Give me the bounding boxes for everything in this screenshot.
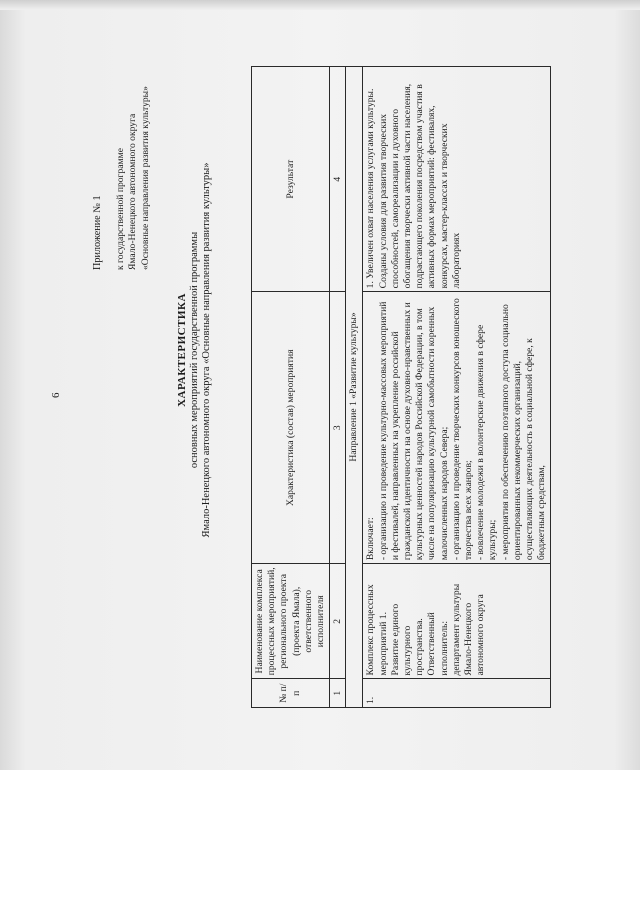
heading-line: Ямало-Ненецкого автономного округа «Основные направления развития культуры» <box>201 162 212 538</box>
column-number: 2 <box>330 564 346 679</box>
appendix-line: Ямало-Ненецкого автономного округа <box>127 113 138 270</box>
appendix-line: «Основные направления развития культуры» <box>139 86 151 270</box>
characteristic-line: - вовлечение молодежи в волонтерские движения в сфере культуры; <box>475 324 499 561</box>
direction-title: Направление 1 «Развитие культуры» <box>346 67 363 708</box>
heading-line: основных мероприятий государственной программы <box>188 231 200 469</box>
header-number: № п/п <box>252 679 330 708</box>
characteristic-line: - организацию и проведение культурно-массовых мероприятий и фестивалей, направленных на укрепление российской гражданской идентичности на основе духовно-нравственных и культурных ценностей народов Российской Федерации, в том числе на популяризацию культурной самобытности коренных малочисленных народов Севера; <box>377 301 450 561</box>
header-name: Наименование комплекса процессных мероприятий, регионального проекта (проекта Ямала), ответственного исполнителя <box>252 564 330 679</box>
row-name-line: Развитие единого культурного пространства. <box>389 603 426 676</box>
header-result: Результат <box>252 67 330 292</box>
column-number-row <box>330 67 346 708</box>
heading-title: ХАРАКТЕРИСТИКА <box>176 293 188 407</box>
appendix-block <box>92 10 152 270</box>
measures-table <box>251 66 551 708</box>
characteristic-line: - организацию и проведение творческих конкурсов юношеского творчества всех жанров; <box>450 298 475 561</box>
page-number: 6 <box>50 392 62 398</box>
row-name-line: Комплекс процессных мероприятий 1. <box>365 584 389 676</box>
row-characteristic-cell <box>363 292 551 564</box>
column-number: 3 <box>330 292 346 564</box>
column-number: 1 <box>330 679 346 708</box>
header-characteristic: Характеристика (состав) мероприятия <box>252 292 330 564</box>
appendix-line: к государственной программе <box>114 148 126 270</box>
row-number: 1. <box>363 679 551 708</box>
characteristic-line: - мероприятия по обеспечению поэтапного доступа социально ориентированных некоммерческих организаций, осуществляющих деятельность в социальной сфере, к бюджетным средствам, <box>499 304 548 561</box>
column-number: 4 <box>330 67 346 292</box>
table-row <box>363 67 551 708</box>
result-line: Созданы условия для развития творческих способностей, самореализации и духовного обогащения творчески активной части населения, подрастающего поколения посредством участия в активных формах мероприятий: фестивалях, конкурсах, мастер-классах и творческих лабораториях <box>377 83 462 289</box>
result-line: 1. Увеличен охват населения услугами культуры. <box>365 88 377 289</box>
row-result-cell <box>363 67 551 292</box>
appendix-title: Приложение № 1 <box>92 195 103 270</box>
table-header-row <box>252 67 330 708</box>
document-heading <box>176 80 214 620</box>
direction-row <box>346 67 363 708</box>
row-name-line: Ответственный исполнитель: департамент культуры Ямало-Ненецкого автономного округа <box>426 583 487 676</box>
row-name-cell <box>363 564 551 679</box>
characteristic-line: Включает: <box>365 517 377 561</box>
